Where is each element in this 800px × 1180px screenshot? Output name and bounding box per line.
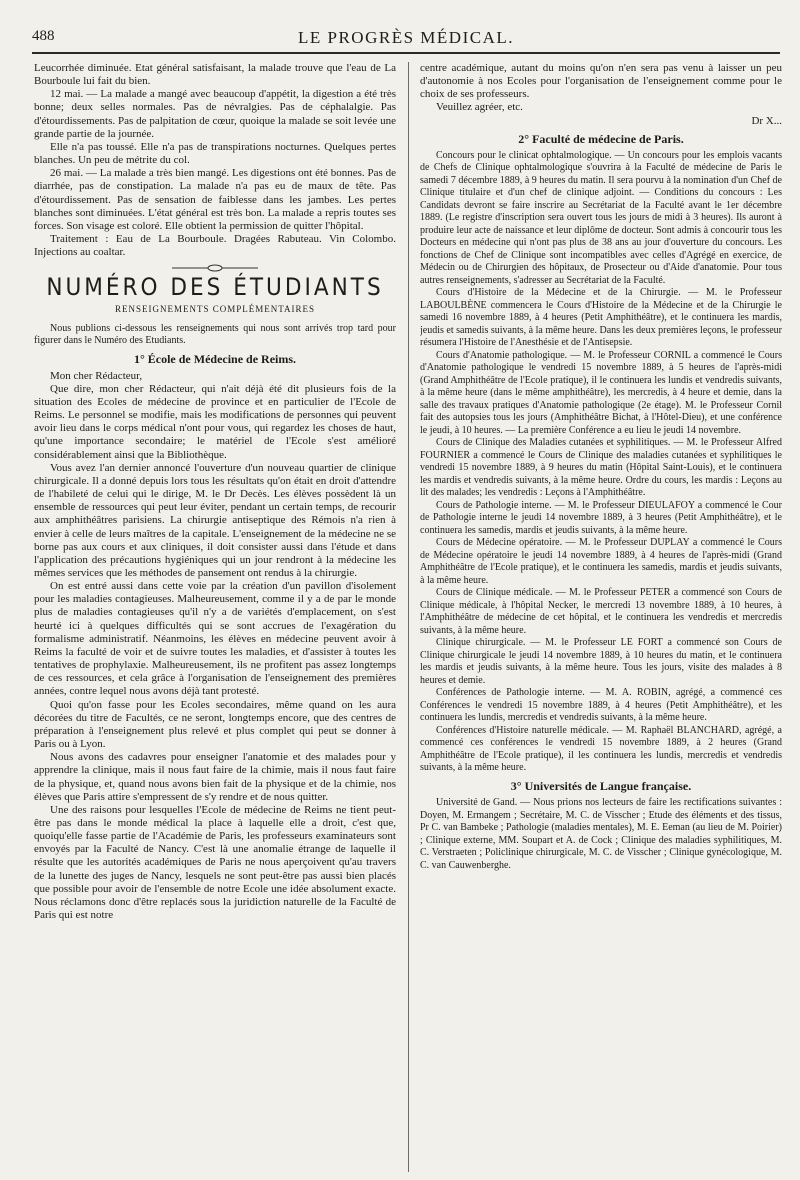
signature: Dr X... [751,114,782,127]
intro-paragraph: Nous publions ci-dessous les renseignements qui nous sont arrivés trop tard pour figurer dans le Numéro des Etudiants. [34,322,396,346]
right-column [420,62,782,1172]
notice: Cours de Clinique des Maladies cutanées et syphilitiques. — M. le Professeur Alfred FOURNIER a commencé le Cours de Clinique des maladies cutanées et syphilitiques le vendredi 15 novembre 1889, à 9 heures du matin (Hôpital Saint-Louis), et le continuera les mardis et vendredis suivants, à la même heure. Ordre du cours, les mardis : Leçons au lit des malades; les vendredis : Leçons à l'Amphithéâtre. [420,437,782,499]
subsection-heading-text: 3° Universités de Langue française. [510,778,692,793]
paragraph: Traitement : Eau de La Bourboule. Dragées Rabuteau. Vin Colombo. Injections au coaltar. [34,233,396,259]
notice: Conférences de Pathologie interne. — M. A. ROBIN, agrégé, a commencé ces Conférences le vendredi 15 novembre 1889, à 4 heures (Petit Amphithéâtre), et les continuera les lundis, mercredis et vendredis suivants, à la même heure. [420,687,782,724]
notice: Cours d'Anatomie pathologique. — M. le Professeur CORNIL a commencé le Cours d'Anatomie pathologique le vendredi 15 novembre 1889, à 5 heures de l'après-midi (Grand Amphithéâtre de l'Ecole pratique), il le continuera les lundis et vendredis suivants, à la même heure (dans le même amphithéâtre), les mercredis, à 4 heure et demie, dans la salle des travaux pratiques d'Anatomie pathologique (2e étage). M. le Professeur Cornil fait des autopsies tous les jours (Amphithéâtre Bichat, à l'Hôtel-Dieu), et une conférence le jeudi, à 10 heures. — La première Conférence a eu lieu le jeudi 14 novembre. [420,349,782,436]
notice: Clinique chirurgicale. — M. le Professeur LE FORT a commencé son Cours de Clinique chirurgicale le jeudi 14 novembre 1889, à 10 heures du matin, et le continuera les mardis et jeudis suivants, à la même heure. Tous les jours, visite des malades à 8 heures et demie. [420,637,782,686]
notice: Cours de Pathologie interne. — M. le Professeur DIEULAFOY a commencé le Cour de Pathologie interne le jeudi 14 novembre 1889, à 3 heures (Petit Amphithéâtre), et le continuera les samedis, mardis et jeudis suivants, à la même heure. [420,499,782,536]
subsection-heading [420,133,782,146]
notice: Université de Gand. — Nous prions nos lecteurs de faire les rectifications suivantes : Doyen, M. Ermangem ; Secrétaire, M. C. de Visscher ; Etude des éléments et des tissus, Pr C. van Bambeke ; Pathologie (maladies mentales), M. E. Eeman (au lieu de M. Poirier) ; Clinique externe, MM. Soupart et A. de Cock ; Clinique des maladies syphilitiques, M. C. Verstraeten ; Policlinique chirurgicale, M. C. de Visscher ; Clinique gynécologique, M. C. van Cauwenberghe. [420,797,782,871]
closing: Veuillez agréer, etc. [436,101,523,114]
notice: Concours pour le clinicat ophtalmologique. — Un concours pour les emplois vacants de Chefs de Clinique ophtalmologique s'ouvrira à la Faculté de médecine de Paris le samedi 7 décembre 1889, à 9 heures du matin. Il sera pourvu à la nomination d'un Chef de Clinique titulaire et d'un chef de clinique adjoint. — Conditions du concours : Les Candidats devront se faire inscrire au Secrétariat de la Faculté avant le 1er décembre 1889. (Le registre d'inscription sera ouvert tous les jours de midi à 3 heures). Ils auront à produire leur acte de naissance et leur diplôme de docteur. Sont admis à concourir tous les Docteurs en médecine qui n'ont pas plus de 38 ans au jour d'ouverture du concours. Les fonctions de Chef de Clinique sont incompatibles avec celles d'Agrégé en exercice, de Médecin ou de Chirurgien des hôpitaux, de Prosecteur ou d'Aide d'anatomie. Pour tous autres renseignements, s'adresser au Secrétariat de la Faculté. [420,149,782,286]
section-subtitle: RENSEIGNEMENTS COMPLÉMENTAIRES [114,304,316,315]
paragraph: Une des raisons pour lesquelles l'Ecole de médecine de Reims ne tient peut-être pas dans le monde médical la place à laquelle elle a droit, c'est que, quoiqu'elle fasse partie de l'Académie de Paris, les professeurs examinateurs sont envoyés par la Faculté de Nancy. C'est là une anomalie étrange de laquelle il résulte que les autorités académiques de Paris ne nous aperçoivent qu'au travers de la lunette des juges de Nancy, lesquels ne sont peut-être pas aussi bien placés que possible pour avoir de l'ensemble de notre Ecole une idée absolument exacte. Nous réclamons donc d'être replacés sous la juridiction naturelle de la Faculté de Paris qui est notre [34,803,396,922]
notice: Cours d'Histoire de la Médecine et de la Chirurgie. — M. le Professeur LABOULBÈNE commencera le Cours d'Histoire de la Médecine et de la Chirurgie le samedi 16 novembre 1889, à 4 heures (Petit Amphithéâtre), et le continuera les mardis, jeudis et samedis suivants, à la même heure. Dans les deux premières leçons, le professeur résumera l'Histoire de l'Anesthésie et de l'Antisepsie. [420,287,782,349]
salutation: Mon cher Rédacteur, [50,369,143,382]
paragraph: Que dire, mon cher Rédacteur, qui n'ait déjà été dit plusieurs fois de la situation des Ecoles de médecine de province et en particulier de l'Ecole de Reims. Le personnel se modifie, mais les modifications de personnes qui peuvent avoir lieu dans le corps médical n'ont pour vous, qui regardez les choses de haut, qu'une importance secondaire; le matériel de l'Ecole s'est amélioré considérablement ainsi que la Bibliothèque. [34,382,396,461]
paragraph: Vous avez l'an dernier annoncé l'ouverture d'un nouveau quartier de clinique chirurgicale. Il a donné depuis lors tous les résultats qu'on était en droit d'attendre de l'habileté de celui qui le dirige, M. le Dr Decès. Les élèves possèdent là un ensemble de ressources qui peut leur éviter, pendant un certain temps, de recourir aux amphithéâtres parisiens. La chirurgie antiseptique des Rémois n'a rien à envier à celle de leurs maîtres de la capitale. L'enseignement de la médecine ne se borne pas aux cours et aux cliniques, il doit consister aussi dans l'étude et dans l'application des précautions hygiéniques qui un jour rendront à la médecine les mêmes services que les méthodes de pansement ont rendus à la chirurgie. [34,461,396,579]
ornament-divider [34,263,396,271]
page-header [32,26,780,54]
subsection-heading [420,780,782,793]
paragraph: On est entré aussi dans cette voie par la création d'un pavillon d'isolement pour les maladies contagieuses. Malheureusement, comme il y a de par le monde plus de maladies contagieuses qu'il n'y a de variétés d'emplacement, on s'est heurté ici à quelques difficultés qui se sont accrues de l'exagération du formalisme administratif. Néanmoins, les élèves en médecine peuvent avoir à Reims la faculté de voir et de suivre toutes les maladies, et d'assister à toutes les tentatives de prophylaxie. Malheureusement, ils ne profitent pas assez longtemps de ces ressources, et cela grâce à l'organisation de l'enseignement des premières années, contre lequel nous avons déjà tant protesté. [34,580,396,698]
journal-title: LE PROGRÈS MÉDICAL. [298,28,514,47]
section-title: NUMÉRO DES ÉTUDIANTS [46,273,384,302]
page-number: 488 [32,28,55,44]
notice: Cours de Médecine opératoire. — M. le Professeur DUPLAY a commencé le Cours de Médecine opératoire le jeudi 14 novembre 1889, à 4 heures de l'après-midi (Grand Amphithéâtre de l'Ecole pratique), et le continuera les samedis, mardis et jeudis suivants, à la même heure. [420,537,782,586]
paragraph: 26 mai. — La malade a très bien mangé. Les digestions ont été bonnes. Pas de diarrhée, pas de constipation. La malade n'a pas eu de maux de tête. Pas d'étourdissement. Pas de sensation de faiblesse dans les jambes. Les pertes blanches sont diminuées. L'état général est très bon. La malade a repris toutes ses forces. Son visage est coloré. Elle obtient la permission de quitter l'hôpital. [34,167,396,232]
paragraph: Quoi qu'on fasse pour les Ecoles secondaires, même quand on les aura décorées du titre de Facultés, ce ne seront, longtemps encore, que des centres de préparation à l'enseignement plus relevé et plus complet qui peut se donner à Paris ou à Lyon. [34,698,396,751]
paragraph: centre académique, autant du moins qu'on n'en sera pas venu à laisser un peu d'autonomie à nos Ecoles pour l'organisation de l'enseignement comme pour le choix de ses professeurs. [420,62,782,101]
paragraph: Nous avons des cadavres pour enseigner l'anatomie et des malades pour y apprendre la clinique, mais il nous faut faire de la chimie, mais il nous faut faire de la physique, et, quand nous avons bien fait de la physique et de la chimie, nos élèves que Paris attire s'empressent de s'y rendre et de nous quitter. [34,751,396,803]
paragraph: Leucorrhée diminuée. Etat général satisfaisant, la malade trouve que l'eau de La Bourboule lui fait du bien. [34,62,396,88]
subsection-heading-text: 1° École de Médecine de Reims. [133,351,297,366]
subsection-heading-text: 2° Faculté de médecine de Paris. [518,131,684,146]
notice: Cours de Clinique médicale. — M. le Professeur PETER a commencé son Cours de Clinique médicale, à l'hôpital Necker, le mercredi 13 novembre 1889, à 10 heures, à l'Amphithéâtre de médecine de cet hôpital, et le continuera les vendredis et mercredis suivants, à la même heure. [420,587,782,636]
left-column [34,62,396,1172]
paragraph: 12 mai. — La malade a mangé avec beaucoup d'appétit, la digestion a été très bonne; deux selles normales. Pas de névralgies. Pas de céphalalgie. Pas d'étourdissements. Pas de palpitation de cœur, quoique la malade se soit levée une grande partie de la journée. [34,88,396,140]
column-divider [408,62,409,1172]
paragraph: Elle n'a pas toussé. Elle n'a pas de transpirations nocturnes. Quelques pertes blanches. Un peu de métrite du col. [34,140,396,167]
notice: Conférences d'Histoire naturelle médicale. — M. Raphaël BLANCHARD, agrégé, a commencé ces conférences le vendredi 15 novembre 1889, à 2 heures (Grand Amphithéâtre de l'Ecole pratique), il les continuera les lundis, mercredis et vendredis suivants, à la même heure. [420,724,782,774]
subsection-heading [34,353,396,366]
